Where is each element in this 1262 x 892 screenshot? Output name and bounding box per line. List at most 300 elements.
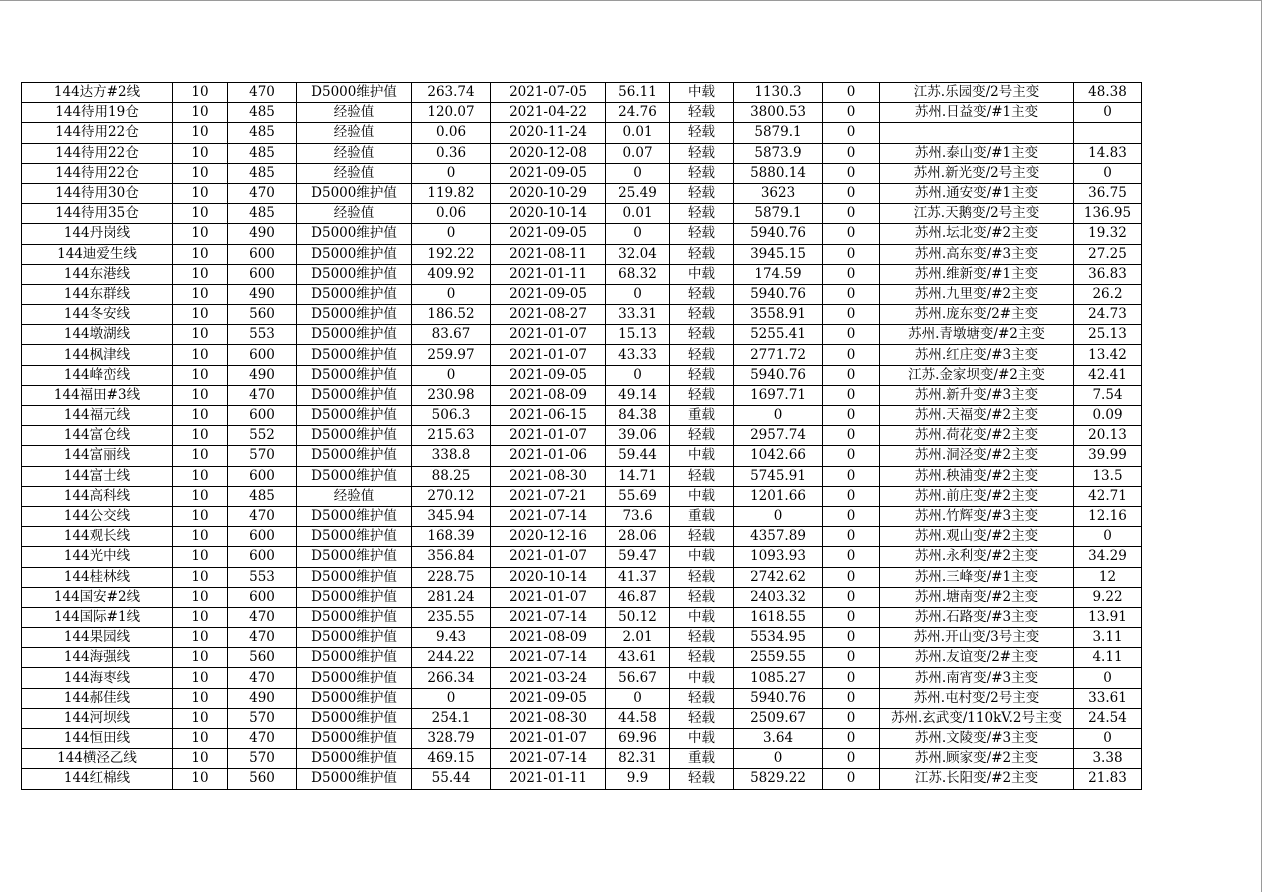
cell-load-status[interactable]: 轻载 [670, 204, 734, 224]
cell-load-status[interactable]: 轻载 [670, 345, 734, 365]
cell-substation-transformer[interactable]: 苏州.高东变/#3主变 [880, 244, 1074, 264]
cell-load-rate[interactable]: 39.06 [606, 426, 670, 446]
cell-peak-current[interactable]: 254.1 [412, 708, 491, 728]
cell-peak-date[interactable]: 2020-10-14 [491, 567, 606, 587]
cell-peak-current[interactable]: 0 [412, 365, 491, 385]
cell-rated-current[interactable]: 570 [228, 708, 297, 728]
cell-load-status[interactable]: 轻载 [670, 365, 734, 385]
cell-rated-current[interactable]: 470 [228, 607, 297, 627]
cell-peak-date[interactable]: 2021-07-14 [491, 607, 606, 627]
cell-transformer-load[interactable]: 42.71 [1074, 486, 1142, 506]
cell-line-name[interactable]: 144桂林线 [22, 567, 173, 587]
cell-spare-capacity[interactable]: 5745.91 [734, 466, 823, 486]
cell-load-rate[interactable]: 43.61 [606, 648, 670, 668]
cell-load-rate[interactable]: 56.67 [606, 668, 670, 688]
cell-rated-current[interactable]: 552 [228, 426, 297, 446]
cell-col-zero[interactable]: 0 [823, 466, 880, 486]
cell-line-name[interactable]: 144达方#2线 [22, 83, 173, 103]
cell-peak-date[interactable]: 2021-09-05 [491, 688, 606, 708]
cell-load-rate[interactable]: 28.06 [606, 527, 670, 547]
cell-substation-transformer[interactable]: 苏州.新升变/#3主变 [880, 385, 1074, 405]
cell-peak-current[interactable]: 120.07 [412, 103, 491, 123]
cell-load-status[interactable]: 重载 [670, 749, 734, 769]
cell-col-zero[interactable]: 0 [823, 628, 880, 648]
cell-load-rate[interactable]: 46.87 [606, 587, 670, 607]
cell-substation-transformer[interactable]: 苏州.南宵变/#3主变 [880, 668, 1074, 688]
cell-spare-capacity[interactable]: 5940.76 [734, 284, 823, 304]
cell-voltage[interactable]: 10 [173, 769, 228, 789]
cell-load-status[interactable]: 轻载 [670, 648, 734, 668]
cell-load-rate[interactable]: 24.76 [606, 103, 670, 123]
cell-value-source[interactable]: D5000维护值 [297, 567, 412, 587]
cell-spare-capacity[interactable]: 2742.62 [734, 567, 823, 587]
cell-load-status[interactable]: 轻载 [670, 224, 734, 244]
cell-voltage[interactable]: 10 [173, 708, 228, 728]
cell-transformer-load[interactable]: 4.11 [1074, 648, 1142, 668]
cell-load-rate[interactable]: 14.71 [606, 466, 670, 486]
cell-col-zero[interactable]: 0 [823, 486, 880, 506]
cell-col-zero[interactable]: 0 [823, 163, 880, 183]
cell-load-rate[interactable]: 59.44 [606, 446, 670, 466]
cell-peak-current[interactable]: 0.06 [412, 204, 491, 224]
cell-rated-current[interactable]: 485 [228, 123, 297, 143]
cell-peak-current[interactable]: 244.22 [412, 648, 491, 668]
cell-transformer-load[interactable] [1074, 123, 1142, 143]
cell-transformer-load[interactable]: 13.5 [1074, 466, 1142, 486]
cell-peak-date[interactable]: 2021-08-11 [491, 244, 606, 264]
cell-substation-transformer[interactable]: 苏州.石路变/#3主变 [880, 607, 1074, 627]
cell-load-status[interactable]: 轻载 [670, 466, 734, 486]
cell-spare-capacity[interactable]: 4357.89 [734, 527, 823, 547]
cell-rated-current[interactable]: 485 [228, 163, 297, 183]
cell-peak-current[interactable]: 192.22 [412, 244, 491, 264]
cell-transformer-load[interactable]: 136.95 [1074, 204, 1142, 224]
cell-load-rate[interactable]: 55.69 [606, 486, 670, 506]
cell-rated-current[interactable]: 560 [228, 769, 297, 789]
cell-line-name[interactable]: 144果园线 [22, 628, 173, 648]
cell-rated-current[interactable]: 600 [228, 587, 297, 607]
cell-substation-transformer[interactable]: 苏州.庞东变/2#主变 [880, 305, 1074, 325]
cell-load-status[interactable]: 重载 [670, 406, 734, 426]
cell-line-name[interactable]: 144富士线 [22, 466, 173, 486]
cell-voltage[interactable]: 10 [173, 325, 228, 345]
cell-col-zero[interactable]: 0 [823, 587, 880, 607]
cell-spare-capacity[interactable]: 3558.91 [734, 305, 823, 325]
cell-voltage[interactable]: 10 [173, 183, 228, 203]
cell-substation-transformer[interactable]: 江苏.天鹅变/2号主变 [880, 204, 1074, 224]
cell-value-source[interactable]: D5000维护值 [297, 648, 412, 668]
cell-load-status[interactable]: 轻载 [670, 426, 734, 446]
cell-line-name[interactable]: 144光中线 [22, 547, 173, 567]
cell-substation-transformer[interactable]: 苏州.竹辉变/#3主变 [880, 506, 1074, 526]
cell-voltage[interactable]: 10 [173, 244, 228, 264]
cell-transformer-load[interactable]: 3.11 [1074, 628, 1142, 648]
cell-line-name[interactable]: 144丹岗线 [22, 224, 173, 244]
cell-load-rate[interactable]: 59.47 [606, 547, 670, 567]
cell-load-status[interactable]: 中载 [670, 547, 734, 567]
cell-peak-current[interactable]: 0 [412, 224, 491, 244]
cell-col-zero[interactable]: 0 [823, 385, 880, 405]
cell-voltage[interactable]: 10 [173, 426, 228, 446]
cell-col-zero[interactable]: 0 [823, 204, 880, 224]
cell-load-status[interactable]: 中载 [670, 264, 734, 284]
cell-voltage[interactable]: 10 [173, 506, 228, 526]
cell-col-zero[interactable]: 0 [823, 446, 880, 466]
cell-spare-capacity[interactable]: 5255.41 [734, 325, 823, 345]
cell-rated-current[interactable]: 600 [228, 264, 297, 284]
cell-col-zero[interactable]: 0 [823, 183, 880, 203]
cell-spare-capacity[interactable]: 2771.72 [734, 345, 823, 365]
cell-rated-current[interactable]: 600 [228, 406, 297, 426]
cell-load-rate[interactable]: 0.01 [606, 123, 670, 143]
cell-load-rate[interactable]: 33.31 [606, 305, 670, 325]
cell-line-name[interactable]: 144河坝线 [22, 708, 173, 728]
cell-peak-date[interactable]: 2020-11-24 [491, 123, 606, 143]
cell-load-rate[interactable]: 44.58 [606, 708, 670, 728]
cell-peak-date[interactable]: 2021-07-21 [491, 486, 606, 506]
cell-peak-date[interactable]: 2020-10-29 [491, 183, 606, 203]
cell-load-rate[interactable]: 82.31 [606, 749, 670, 769]
cell-value-source[interactable]: D5000维护值 [297, 749, 412, 769]
cell-peak-date[interactable]: 2021-09-05 [491, 163, 606, 183]
cell-peak-current[interactable]: 0 [412, 163, 491, 183]
cell-voltage[interactable]: 10 [173, 264, 228, 284]
cell-load-status[interactable]: 轻载 [670, 628, 734, 648]
cell-transformer-load[interactable]: 20.13 [1074, 426, 1142, 446]
cell-value-source[interactable]: D5000维护值 [297, 244, 412, 264]
cell-value-source[interactable]: D5000维护值 [297, 406, 412, 426]
cell-peak-date[interactable]: 2021-07-14 [491, 648, 606, 668]
cell-voltage[interactable]: 10 [173, 527, 228, 547]
cell-spare-capacity[interactable]: 1130.3 [734, 83, 823, 103]
cell-voltage[interactable]: 10 [173, 607, 228, 627]
cell-voltage[interactable]: 10 [173, 668, 228, 688]
cell-spare-capacity[interactable]: 2957.74 [734, 426, 823, 446]
cell-rated-current[interactable]: 560 [228, 648, 297, 668]
cell-value-source[interactable]: D5000维护值 [297, 385, 412, 405]
cell-peak-current[interactable]: 168.39 [412, 527, 491, 547]
cell-peak-current[interactable]: 506.3 [412, 406, 491, 426]
cell-line-name[interactable]: 144富丽线 [22, 446, 173, 466]
cell-col-zero[interactable]: 0 [823, 305, 880, 325]
cell-transformer-load[interactable]: 21.83 [1074, 769, 1142, 789]
cell-peak-date[interactable]: 2021-09-05 [491, 365, 606, 385]
cell-spare-capacity[interactable]: 2403.32 [734, 587, 823, 607]
cell-substation-transformer[interactable]: 苏州.玄武变/110kV.2号主变 [880, 708, 1074, 728]
cell-spare-capacity[interactable]: 5534.95 [734, 628, 823, 648]
cell-voltage[interactable]: 10 [173, 385, 228, 405]
cell-load-rate[interactable]: 73.6 [606, 506, 670, 526]
cell-peak-date[interactable]: 2021-01-07 [491, 426, 606, 446]
cell-value-source[interactable]: D5000维护值 [297, 527, 412, 547]
cell-line-name[interactable]: 144郝佳线 [22, 688, 173, 708]
cell-peak-date[interactable]: 2021-07-14 [491, 749, 606, 769]
cell-peak-current[interactable]: 119.82 [412, 183, 491, 203]
cell-peak-date[interactable]: 2021-04-22 [491, 103, 606, 123]
cell-rated-current[interactable]: 600 [228, 244, 297, 264]
cell-load-status[interactable]: 轻载 [670, 325, 734, 345]
cell-load-rate[interactable]: 50.12 [606, 607, 670, 627]
cell-load-status[interactable]: 轻载 [670, 527, 734, 547]
cell-peak-current[interactable]: 259.97 [412, 345, 491, 365]
cell-transformer-load[interactable]: 12.16 [1074, 506, 1142, 526]
cell-substation-transformer[interactable]: 苏州.永利变/#2主变 [880, 547, 1074, 567]
cell-load-rate[interactable]: 0 [606, 284, 670, 304]
cell-peak-date[interactable]: 2021-08-30 [491, 466, 606, 486]
cell-substation-transformer[interactable]: 苏州.三峰变/#1主变 [880, 567, 1074, 587]
cell-substation-transformer[interactable]: 苏州.开山变/3号主变 [880, 628, 1074, 648]
cell-load-status[interactable]: 中载 [670, 446, 734, 466]
cell-spare-capacity[interactable]: 2509.67 [734, 708, 823, 728]
cell-line-name[interactable]: 144红棉线 [22, 769, 173, 789]
cell-value-source[interactable]: 经验值 [297, 486, 412, 506]
cell-transformer-load[interactable]: 13.91 [1074, 607, 1142, 627]
cell-value-source[interactable]: D5000维护值 [297, 83, 412, 103]
cell-line-name[interactable]: 144公交线 [22, 506, 173, 526]
cell-line-name[interactable]: 144待用22仓 [22, 143, 173, 163]
cell-line-name[interactable]: 144待用35仓 [22, 204, 173, 224]
cell-load-status[interactable]: 轻载 [670, 567, 734, 587]
cell-line-name[interactable]: 144国安#2线 [22, 587, 173, 607]
cell-load-status[interactable]: 轻载 [670, 183, 734, 203]
cell-col-zero[interactable]: 0 [823, 325, 880, 345]
cell-peak-current[interactable]: 0 [412, 688, 491, 708]
cell-value-source[interactable]: D5000维护值 [297, 769, 412, 789]
cell-col-zero[interactable]: 0 [823, 123, 880, 143]
cell-value-source[interactable]: D5000维护值 [297, 587, 412, 607]
cell-rated-current[interactable]: 553 [228, 567, 297, 587]
cell-col-zero[interactable]: 0 [823, 567, 880, 587]
cell-peak-date[interactable]: 2021-09-05 [491, 284, 606, 304]
cell-voltage[interactable]: 10 [173, 587, 228, 607]
cell-peak-date[interactable]: 2021-09-05 [491, 224, 606, 244]
cell-rated-current[interactable]: 600 [228, 345, 297, 365]
cell-value-source[interactable]: D5000维护值 [297, 607, 412, 627]
cell-peak-current[interactable]: 0.06 [412, 123, 491, 143]
cell-rated-current[interactable]: 470 [228, 506, 297, 526]
cell-voltage[interactable]: 10 [173, 466, 228, 486]
cell-transformer-load[interactable]: 0 [1074, 163, 1142, 183]
cell-value-source[interactable]: D5000维护值 [297, 345, 412, 365]
cell-substation-transformer[interactable]: 苏州.屯村变/2号主变 [880, 688, 1074, 708]
cell-transformer-load[interactable]: 24.54 [1074, 708, 1142, 728]
cell-load-status[interactable]: 中载 [670, 729, 734, 749]
cell-line-name[interactable]: 144东港线 [22, 264, 173, 284]
cell-col-zero[interactable]: 0 [823, 607, 880, 627]
cell-transformer-load[interactable]: 0 [1074, 668, 1142, 688]
cell-peak-date[interactable]: 2021-08-09 [491, 628, 606, 648]
cell-voltage[interactable]: 10 [173, 83, 228, 103]
cell-line-name[interactable]: 144恒田线 [22, 729, 173, 749]
cell-voltage[interactable]: 10 [173, 446, 228, 466]
cell-voltage[interactable]: 10 [173, 224, 228, 244]
cell-peak-current[interactable]: 235.55 [412, 607, 491, 627]
cell-spare-capacity[interactable]: 1618.55 [734, 607, 823, 627]
cell-col-zero[interactable]: 0 [823, 365, 880, 385]
cell-rated-current[interactable]: 490 [228, 688, 297, 708]
cell-spare-capacity[interactable]: 0 [734, 406, 823, 426]
cell-peak-current[interactable]: 328.79 [412, 729, 491, 749]
cell-voltage[interactable]: 10 [173, 365, 228, 385]
cell-value-source[interactable]: D5000维护值 [297, 325, 412, 345]
cell-transformer-load[interactable]: 0 [1074, 729, 1142, 749]
cell-peak-date[interactable]: 2021-01-07 [491, 325, 606, 345]
cell-transformer-load[interactable]: 39.99 [1074, 446, 1142, 466]
cell-peak-date[interactable]: 2021-01-06 [491, 446, 606, 466]
cell-load-rate[interactable]: 68.32 [606, 264, 670, 284]
cell-substation-transformer[interactable]: 苏州.泰山变/#1主变 [880, 143, 1074, 163]
cell-substation-transformer[interactable]: 苏州.荷花变/#2主变 [880, 426, 1074, 446]
cell-peak-current[interactable]: 356.84 [412, 547, 491, 567]
cell-rated-current[interactable]: 490 [228, 365, 297, 385]
cell-load-status[interactable]: 轻载 [670, 385, 734, 405]
cell-transformer-load[interactable]: 48.38 [1074, 83, 1142, 103]
cell-voltage[interactable]: 10 [173, 688, 228, 708]
cell-substation-transformer[interactable]: 苏州.秧浦变/#2主变 [880, 466, 1074, 486]
cell-line-name[interactable]: 144海枣线 [22, 668, 173, 688]
cell-substation-transformer[interactable]: 苏州.顾家变/#2主变 [880, 749, 1074, 769]
cell-spare-capacity[interactable]: 5940.76 [734, 224, 823, 244]
cell-load-status[interactable]: 轻载 [670, 688, 734, 708]
cell-line-name[interactable]: 144待用22仓 [22, 123, 173, 143]
cell-peak-current[interactable]: 55.44 [412, 769, 491, 789]
cell-voltage[interactable]: 10 [173, 648, 228, 668]
cell-value-source[interactable]: D5000维护值 [297, 183, 412, 203]
cell-load-status[interactable]: 轻载 [670, 244, 734, 264]
cell-substation-transformer[interactable] [880, 123, 1074, 143]
cell-spare-capacity[interactable]: 1085.27 [734, 668, 823, 688]
cell-peak-current[interactable]: 9.43 [412, 628, 491, 648]
cell-load-rate[interactable]: 0 [606, 224, 670, 244]
cell-col-zero[interactable]: 0 [823, 527, 880, 547]
cell-substation-transformer[interactable]: 苏州.新光变/2号主变 [880, 163, 1074, 183]
cell-substation-transformer[interactable]: 苏州.日益变/#1主变 [880, 103, 1074, 123]
cell-rated-current[interactable]: 485 [228, 204, 297, 224]
cell-voltage[interactable]: 10 [173, 284, 228, 304]
cell-line-name[interactable]: 144海强线 [22, 648, 173, 668]
cell-value-source[interactable]: D5000维护值 [297, 305, 412, 325]
cell-peak-date[interactable]: 2021-01-07 [491, 729, 606, 749]
cell-rated-current[interactable]: 470 [228, 183, 297, 203]
cell-transformer-load[interactable]: 34.29 [1074, 547, 1142, 567]
cell-peak-date[interactable]: 2021-01-11 [491, 264, 606, 284]
cell-peak-current[interactable]: 266.34 [412, 668, 491, 688]
cell-substation-transformer[interactable]: 苏州.前庄变/#2主变 [880, 486, 1074, 506]
cell-load-status[interactable]: 轻载 [670, 123, 734, 143]
cell-spare-capacity[interactable]: 174.59 [734, 264, 823, 284]
cell-transformer-load[interactable]: 0 [1074, 103, 1142, 123]
cell-col-zero[interactable]: 0 [823, 648, 880, 668]
cell-peak-current[interactable]: 230.98 [412, 385, 491, 405]
cell-col-zero[interactable]: 0 [823, 224, 880, 244]
cell-col-zero[interactable]: 0 [823, 547, 880, 567]
cell-col-zero[interactable]: 0 [823, 103, 880, 123]
cell-rated-current[interactable]: 600 [228, 527, 297, 547]
cell-line-name[interactable]: 144横泾乙线 [22, 749, 173, 769]
cell-load-status[interactable]: 轻载 [670, 163, 734, 183]
cell-value-source[interactable]: D5000维护值 [297, 466, 412, 486]
cell-load-status[interactable]: 中载 [670, 607, 734, 627]
cell-value-source[interactable]: D5000维护值 [297, 506, 412, 526]
cell-voltage[interactable]: 10 [173, 486, 228, 506]
cell-rated-current[interactable]: 470 [228, 83, 297, 103]
cell-substation-transformer[interactable]: 苏州.友谊变/2#主变 [880, 648, 1074, 668]
cell-peak-date[interactable]: 2020-12-16 [491, 527, 606, 547]
cell-load-status[interactable]: 中载 [670, 486, 734, 506]
cell-transformer-load[interactable]: 7.54 [1074, 385, 1142, 405]
cell-voltage[interactable]: 10 [173, 305, 228, 325]
cell-line-name[interactable]: 144待用19仓 [22, 103, 173, 123]
cell-voltage[interactable]: 10 [173, 547, 228, 567]
cell-line-name[interactable]: 144高科线 [22, 486, 173, 506]
cell-rated-current[interactable]: 470 [228, 729, 297, 749]
cell-transformer-load[interactable]: 33.61 [1074, 688, 1142, 708]
cell-voltage[interactable]: 10 [173, 204, 228, 224]
cell-transformer-load[interactable]: 24.73 [1074, 305, 1142, 325]
cell-spare-capacity[interactable]: 1697.71 [734, 385, 823, 405]
cell-transformer-load[interactable]: 25.13 [1074, 325, 1142, 345]
cell-transformer-load[interactable]: 26.2 [1074, 284, 1142, 304]
cell-substation-transformer[interactable]: 苏州.塘南变/#2主变 [880, 587, 1074, 607]
cell-line-name[interactable]: 144待用30仓 [22, 183, 173, 203]
cell-value-source[interactable]: D5000维护值 [297, 688, 412, 708]
cell-spare-capacity[interactable]: 5873.9 [734, 143, 823, 163]
cell-peak-date[interactable]: 2021-07-14 [491, 506, 606, 526]
cell-value-source[interactable]: D5000维护值 [297, 224, 412, 244]
cell-rated-current[interactable]: 485 [228, 486, 297, 506]
cell-peak-date[interactable]: 2021-01-07 [491, 547, 606, 567]
cell-peak-date[interactable]: 2021-07-05 [491, 83, 606, 103]
cell-peak-date[interactable]: 2020-10-14 [491, 204, 606, 224]
cell-peak-current[interactable]: 345.94 [412, 506, 491, 526]
cell-load-rate[interactable]: 9.9 [606, 769, 670, 789]
cell-load-rate[interactable]: 25.49 [606, 183, 670, 203]
cell-value-source[interactable]: D5000维护值 [297, 547, 412, 567]
cell-peak-current[interactable]: 88.25 [412, 466, 491, 486]
cell-value-source[interactable]: D5000维护值 [297, 708, 412, 728]
cell-substation-transformer[interactable]: 苏州.坛北变/#2主变 [880, 224, 1074, 244]
cell-peak-date[interactable]: 2021-03-24 [491, 668, 606, 688]
cell-line-name[interactable]: 144冬安线 [22, 305, 173, 325]
cell-peak-date[interactable]: 2021-08-30 [491, 708, 606, 728]
cell-col-zero[interactable]: 0 [823, 83, 880, 103]
cell-rated-current[interactable]: 470 [228, 628, 297, 648]
cell-spare-capacity[interactable]: 5829.22 [734, 769, 823, 789]
cell-voltage[interactable]: 10 [173, 123, 228, 143]
cell-value-source[interactable]: D5000维护值 [297, 365, 412, 385]
cell-value-source[interactable]: D5000维护值 [297, 668, 412, 688]
cell-spare-capacity[interactable]: 3800.53 [734, 103, 823, 123]
cell-rated-current[interactable]: 485 [228, 143, 297, 163]
cell-line-name[interactable]: 144国际#1线 [22, 607, 173, 627]
cell-rated-current[interactable]: 490 [228, 284, 297, 304]
cell-peak-date[interactable]: 2021-01-07 [491, 345, 606, 365]
cell-transformer-load[interactable]: 36.75 [1074, 183, 1142, 203]
cell-load-rate[interactable]: 56.11 [606, 83, 670, 103]
cell-peak-current[interactable]: 215.63 [412, 426, 491, 446]
cell-value-source[interactable]: 经验值 [297, 163, 412, 183]
cell-peak-current[interactable]: 228.75 [412, 567, 491, 587]
cell-value-source[interactable]: D5000维护值 [297, 729, 412, 749]
cell-load-status[interactable]: 轻载 [670, 103, 734, 123]
cell-voltage[interactable]: 10 [173, 345, 228, 365]
cell-spare-capacity[interactable]: 3945.15 [734, 244, 823, 264]
cell-load-status[interactable]: 轻载 [670, 708, 734, 728]
cell-voltage[interactable]: 10 [173, 567, 228, 587]
cell-substation-transformer[interactable]: 苏州.维新变/#1主变 [880, 264, 1074, 284]
cell-substation-transformer[interactable]: 苏州.通安变/#1主变 [880, 183, 1074, 203]
cell-load-rate[interactable]: 2.01 [606, 628, 670, 648]
